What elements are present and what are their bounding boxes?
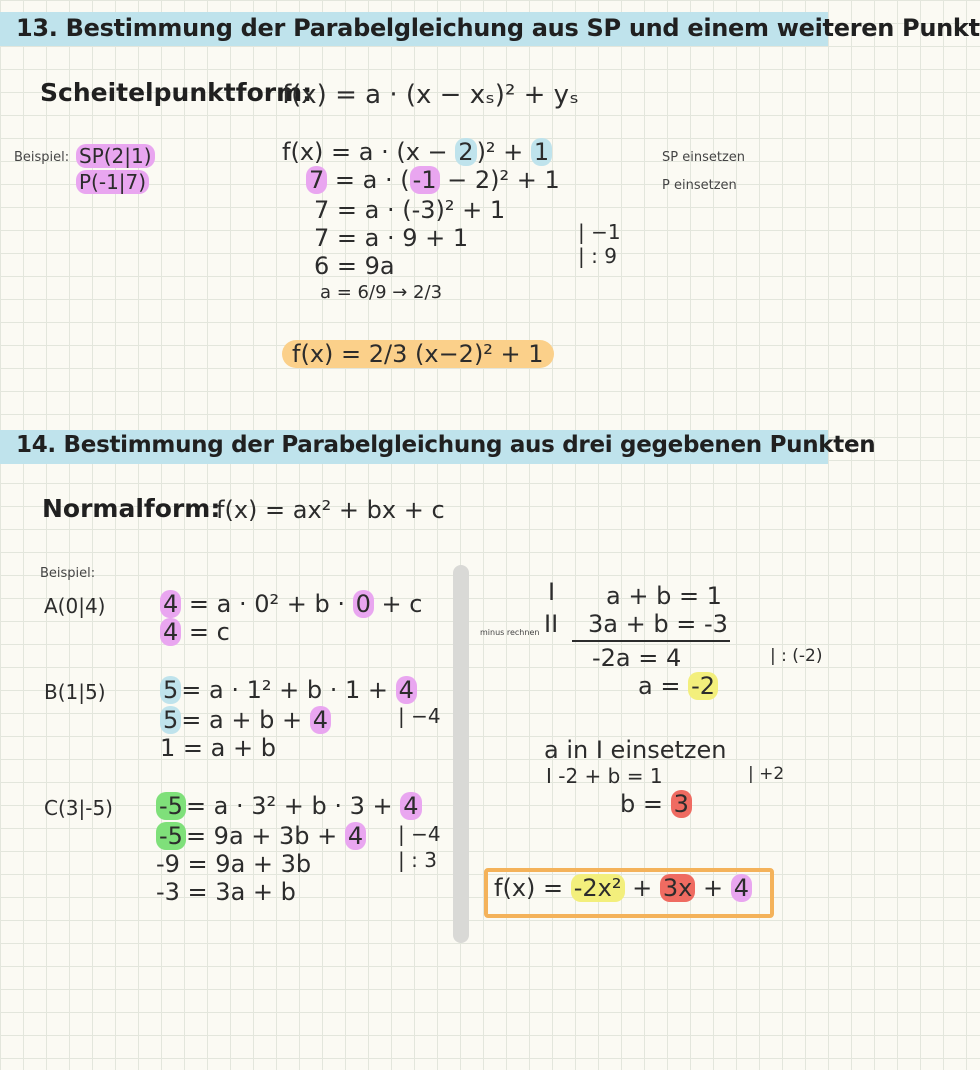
- note-p-einsetzen: P einsetzen: [662, 178, 737, 193]
- subst-op: | +2: [748, 764, 785, 784]
- subtraction-line: [572, 640, 730, 642]
- roman-1: I: [548, 578, 556, 606]
- step-line-3: 7 = a · (-3)² + 1: [314, 196, 506, 224]
- a-result: a = -2: [638, 672, 718, 700]
- step-line-1: f(x) = a · (x − 2 )² + 1: [282, 138, 552, 166]
- point-c: C(3|-5): [44, 796, 113, 820]
- system-diff: -2a = 4: [592, 644, 682, 672]
- subst-line: I -2 + b = 1: [546, 764, 663, 788]
- system-eq-1: a + b = 1: [606, 582, 722, 610]
- c-line-3: -9 = 9a + 3b: [156, 850, 312, 878]
- step-line-2: 7 = a · ( -1 − 2)² + 1: [306, 166, 560, 194]
- column-divider: [453, 565, 469, 943]
- b-line-1: 5 = a · 1² + b · 1 + 4: [160, 676, 417, 704]
- subst-title: a in I einsetzen: [544, 736, 727, 764]
- c-line-2: -5 = 9a + 3b + 4: [156, 822, 366, 850]
- note-sp-einsetzen: SP einsetzen: [662, 150, 746, 165]
- step-line-4: 7 = a · 9 + 1: [314, 224, 469, 252]
- b-line-2: 5 = a + b + 4: [160, 706, 331, 734]
- c-line-1: -5 = a · 3² + b · 3 + 4: [156, 792, 422, 820]
- step-line-6: a = 6/9 → 2/3: [320, 282, 443, 303]
- point-sp: SP(2|1): [76, 144, 155, 168]
- scheitelpunktform-label: Scheitelpunktform:: [40, 78, 313, 107]
- c-op-2: | : 3: [398, 848, 437, 872]
- op-minus-1: | −1: [578, 220, 621, 244]
- minus-rechnen-note: minus rechnen: [480, 628, 540, 637]
- scheitelpunktform-formula: f(x) = a · (x − xₛ)² + yₛ: [282, 80, 579, 110]
- normalform-formula: f(x) = ax² + bx + c: [216, 496, 445, 524]
- point-b: B(1|5): [44, 680, 106, 704]
- c-op-1: | −4: [398, 822, 441, 846]
- roman-2: II: [544, 610, 559, 638]
- system-op: | : (-2): [770, 646, 823, 666]
- system-eq-2: 3a + b = -3: [588, 610, 728, 638]
- step-line-5: 6 = 9a: [314, 252, 395, 280]
- normalform-label: Normalform:: [42, 494, 221, 523]
- b-line-3: 1 = a + b: [160, 734, 276, 762]
- b-op: | −4: [398, 704, 441, 728]
- section-13-title: 13. Bestimmung der Parabelgleichung aus SP und einem weiteren Punkt: [16, 14, 980, 42]
- final-result: f(x) = -2x² + 3x + 4: [494, 874, 752, 902]
- result-13: f(x) = 2/3 (x−2)² + 1: [282, 340, 554, 368]
- c-line-4: -3 = 3a + b: [156, 878, 296, 906]
- a-line-2: 4 = c: [160, 618, 230, 646]
- example-label-14: Beispiel:: [40, 566, 96, 581]
- point-p: P(-1|7): [76, 170, 149, 194]
- a-line-1: 4 = a · 0² + b · 0 + c: [160, 590, 422, 618]
- b-result: b = 3: [620, 790, 692, 818]
- op-div-9: | : 9: [578, 244, 617, 268]
- example-label-13: Beispiel:: [14, 150, 70, 165]
- point-a: A(0|4): [44, 594, 106, 618]
- section-14-title: 14. Bestimmung der Parabelgleichung aus drei gegebenen Punkten: [16, 432, 876, 458]
